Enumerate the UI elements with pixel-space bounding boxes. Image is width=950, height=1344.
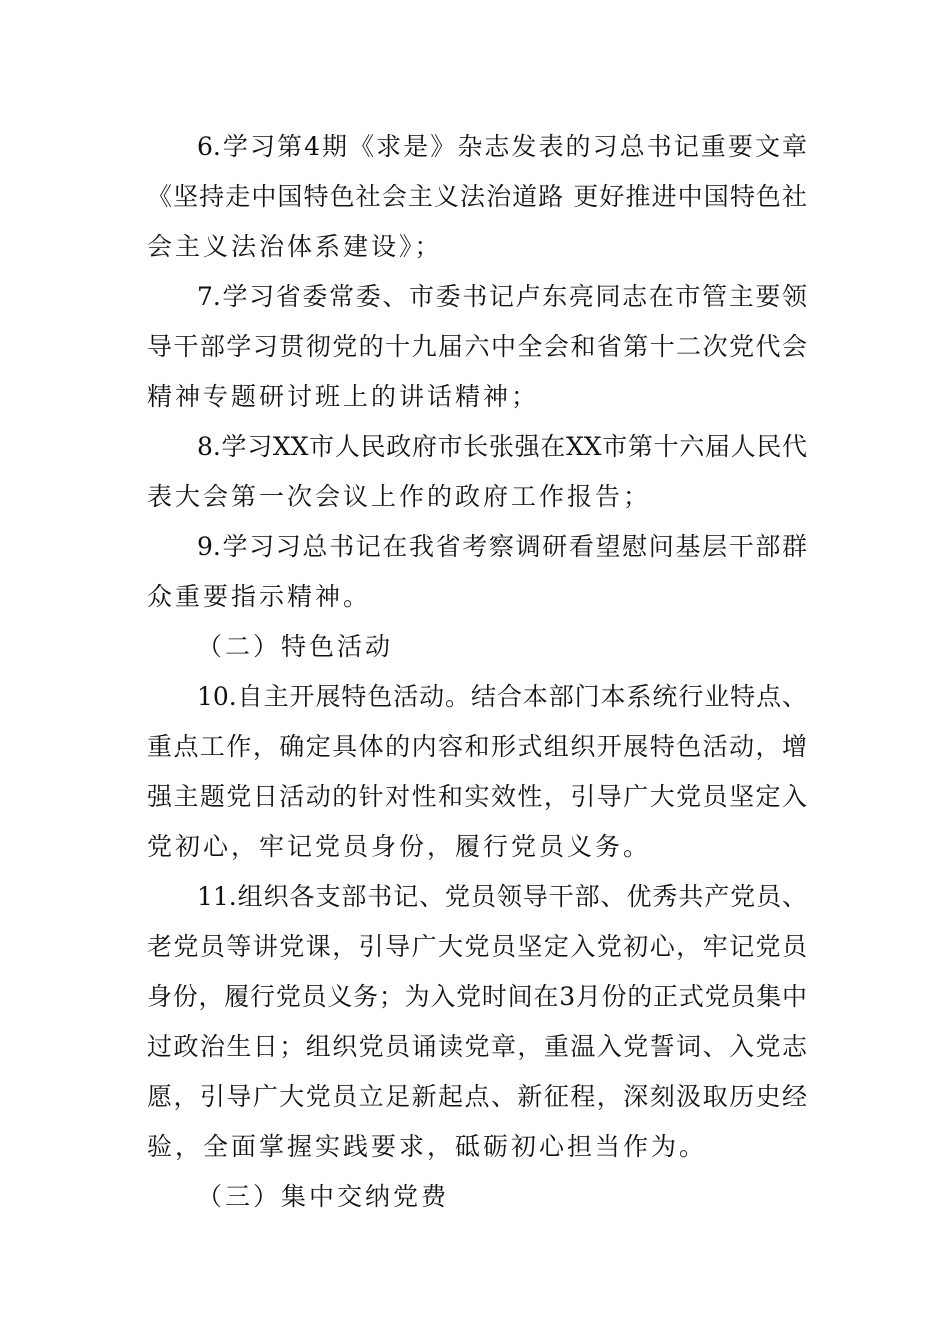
item-9-line-2: 众重要指示精神。: [147, 582, 372, 611]
item-11-line-6: 验，全面掌握实践要求，砥砺初心担当作为。: [147, 1132, 708, 1161]
item-7-line-3: 精神专题研讨班上的讲话精神；: [147, 382, 540, 411]
item-10-line-2: 重点工作，确定具体的内容和形式组织开展特色活动，增: [147, 732, 807, 761]
item-11-line-4: 过政治生日；组织党员诵读党章，重温入党誓词、入党志: [147, 1032, 807, 1061]
item-8-line-2: 表大会第一次会议上作的政府工作报告；: [147, 482, 652, 511]
item-10-line-1: 10.自主开展特色活动。结合本部门本系统行业特点、: [197, 682, 807, 711]
item-7-line-1: 7.学习省委常委、市委书记卢东亮同志在市管主要领: [197, 282, 807, 311]
item-9-line-1: 9.学习习总书记在我省考察调研看望慰问基层干部群: [197, 532, 807, 561]
item-6-line-3: 会主义法治体系建设》；: [147, 232, 443, 261]
section-heading-2: （二）特色活动: [197, 632, 394, 661]
item-10-line-3: 强主题党日活动的针对性和实效性，引导广大党员坚定入: [147, 782, 807, 811]
item-6-line-1: 6.学习第4期《求是》杂志发表的习总书记重要文章: [197, 132, 807, 161]
item-11-line-3: 身份，履行党员义务；为入党时间在3月份的正式党员集中: [147, 982, 807, 1011]
item-7-line-2: 导干部学习贯彻党的十九届六中全会和省第十二次党代会: [147, 332, 807, 361]
item-11-line-5: 愿，引导广大党员立足新起点、新征程，深刻汲取历史经: [147, 1082, 807, 1111]
item-8-line-1: 8.学习XX市人民政府市长张强在XX市第十六届人民代: [197, 432, 807, 461]
section-heading-3: （三）集中交纳党费: [197, 1182, 450, 1211]
item-11-line-1: 11.组织各支部书记、党员领导干部、优秀共产党员、: [197, 882, 807, 911]
item-6-line-2: 《坚持走中国特色社会主义法治道路 更好推进中国特色社: [147, 182, 807, 211]
item-10-line-4: 党初心，牢记党员身份，履行党员义务。: [147, 832, 652, 861]
item-11-line-2: 老党员等讲党课，引导广大党员坚定入党初心，牢记党员: [147, 932, 807, 961]
